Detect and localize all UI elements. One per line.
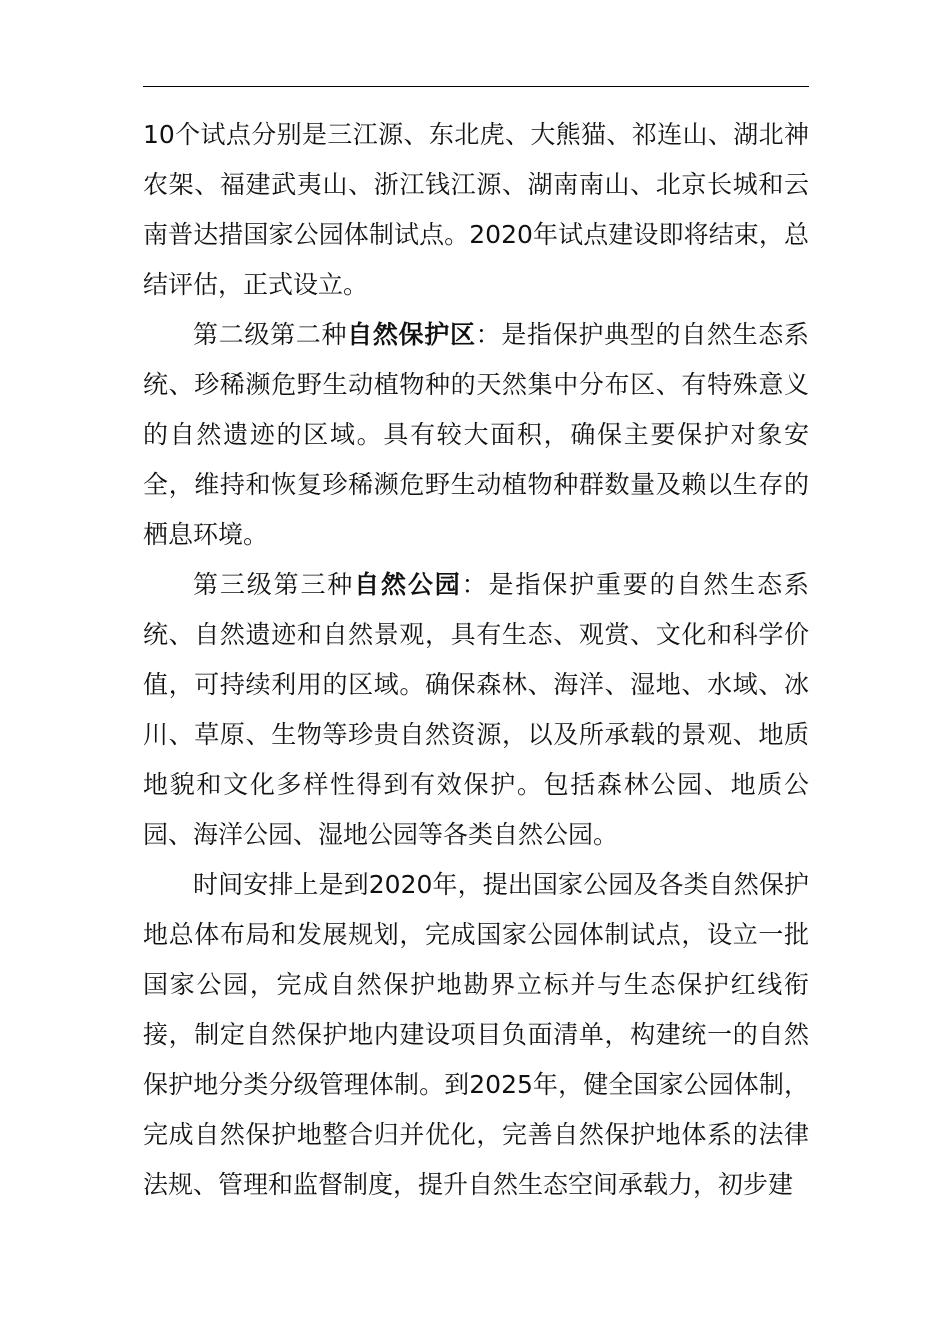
body-text <box>143 110 809 1210</box>
term-nature-reserve: 自然保护区 <box>347 320 476 349</box>
paragraph-text: 10个试点分别是三江源、东北虎、大熊猫、祁连山、湖北神农架、福建武夷山、浙江钱江源、湖南南山、北京长城和云南普达措国家公园体制试点。2020年试点建设即将结束，总结评估，正式设立。 <box>143 120 809 299</box>
paragraph-text: 时间安排上是到2020年，提出国家公园及各类自然保护地总体布局和发展规划，完成国家公园体制试点，设立一批国家公园，完成自然保护地勘界立标并与生态保护红线衔接，制定自然保护地内建设项目负面清单，构建统一的自然保护地分类分级管理体制。到2025年，健全国家公园体制，完成自然保护地整合归并优化，完善自然保护地体系的法律法规、管理和监督制度，提升自然生态空间承载力，初步建 <box>143 870 809 1199</box>
paragraph-prefix: 第二级第二种 <box>193 320 348 349</box>
paragraph-nature-reserve <box>143 310 809 560</box>
paragraph-natural-park <box>143 560 809 860</box>
header-rule <box>143 86 809 87</box>
paragraph-definition: ：是指保护重要的自然生态系统、自然遗迹和自然景观，具有生态、观赏、文化和科学价值，可持续利用的区域。确保森林、海洋、湿地、水域、冰川、草原、生物等珍贵自然资源，以及所承载的景观、地质地貌和文化多样性得到有效保护。包括森林公园、地质公园、海洋公园、湿地公园等各类自然公园。 <box>143 570 809 849</box>
paragraph-prefix: 第三级第三种 <box>193 570 355 599</box>
paragraph-pilot-list <box>143 110 809 310</box>
paragraph-definition: ：是指保护典型的自然生态系统、珍稀濒危野生动植物种的天然集中分布区、有特殊意义的自然遗迹的区域。具有较大面积，确保主要保护对象安全，维持和恢复珍稀濒危野生动植物种群数量及赖以生存的栖息环境。 <box>143 320 809 549</box>
term-natural-park: 自然公园 <box>354 570 462 599</box>
paragraph-timeline <box>143 860 809 1210</box>
